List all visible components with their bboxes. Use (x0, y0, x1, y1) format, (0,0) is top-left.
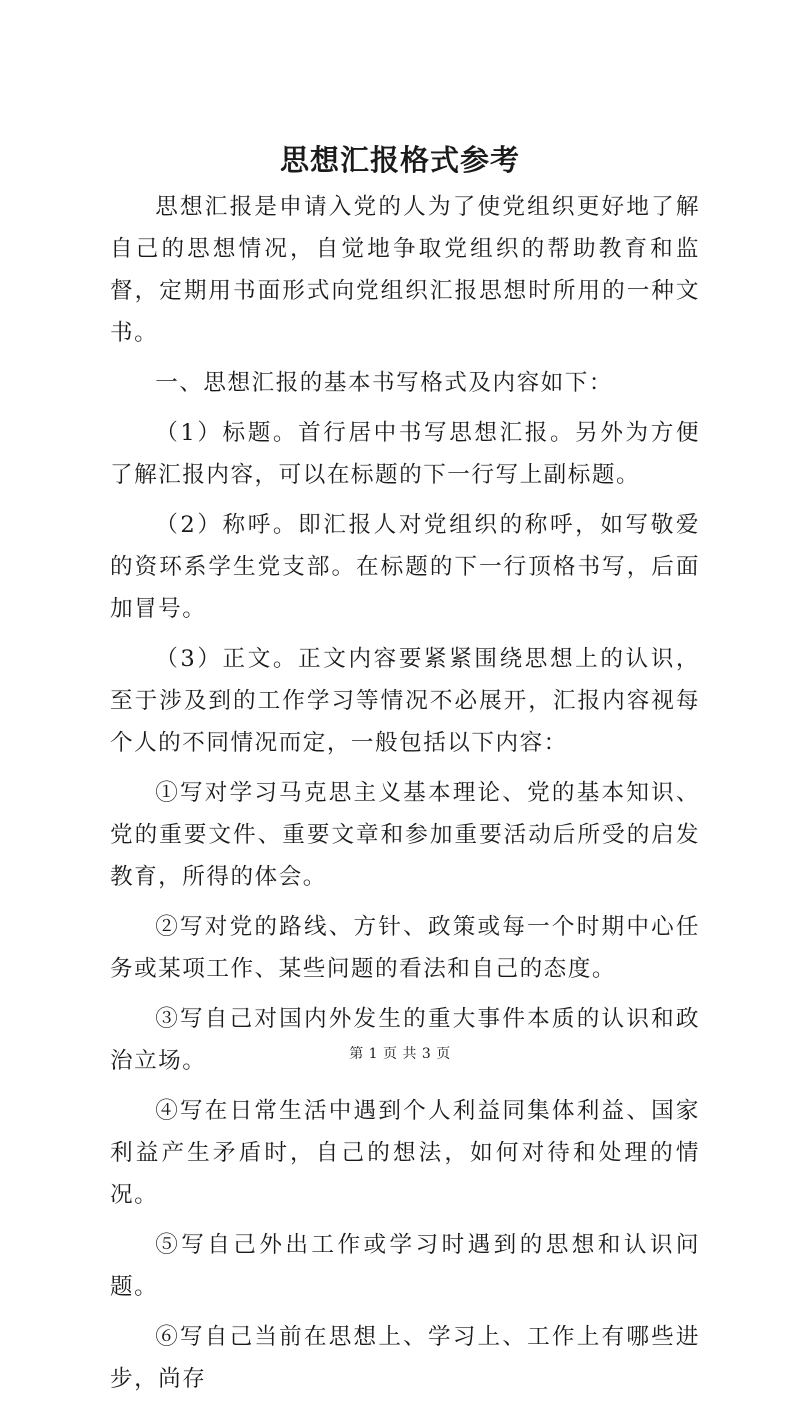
document-title: 思想汇报格式参考 (279, 143, 520, 177)
paragraph-point-2: ②写对党的路线、方针、政策或每一个时期中心任务或某项工作、某些问题的看法和自己的态度。 (110, 914, 700, 982)
paragraph-intro: 思想汇报是申请入党的人为了使党组织更好地了解自己的思想情况，自觉地争取党组织的帮助教育和监督，定期用书面形式向党组织汇报思想时所用的一种文书。 (110, 194, 700, 346)
paragraph-point-6: ⑥写自己当前在思想上、学习上、工作上有哪些进步，尚存 (110, 1324, 700, 1392)
document-body (110, 186, 700, 1408)
paragraph-salutation-item: （2）称呼。即汇报人对党组织的称呼，如写敬爱的资环系学生党支部。在标题的下一行顶格书写，后面加冒号。 (110, 512, 700, 622)
paragraph-section-heading: 一、思想汇报的基本书写格式及内容如下： (155, 370, 613, 396)
paragraph-point-5: ⑤写自己外出工作或学习时遇到的思想和认识问题。 (110, 1232, 700, 1300)
paragraph-point-4: ④写在日常生活中遇到个人利益同集体利益、国家利益产生矛盾时，自己的想法，如何对待和处理的情况。 (110, 1098, 700, 1208)
paragraph-point-3: ③写自己对国内外发生的重大事件本质的认识和政治立场。 (110, 1006, 700, 1074)
paragraph-body-item: （3）正文。正文内容要紧紧围绕思想上的认识，至于涉及到的工作学习等情况不必展开，汇报内容视每个人的不同情况而定，一般包括以下内容： (110, 646, 700, 756)
paragraph-point-1: ①写对学习马克思主义基本理论、党的基本知识、党的重要文件、重要文章和参加重要活动后所受的启发教育，所得的体会。 (110, 780, 700, 890)
page-footer: 第 1 页 共 3 页 (349, 1046, 451, 1062)
paragraph-title-item: （1）标题。首行居中书写思想汇报。另外为方便了解汇报内容，可以在标题的下一行写上副标题。 (110, 420, 700, 488)
